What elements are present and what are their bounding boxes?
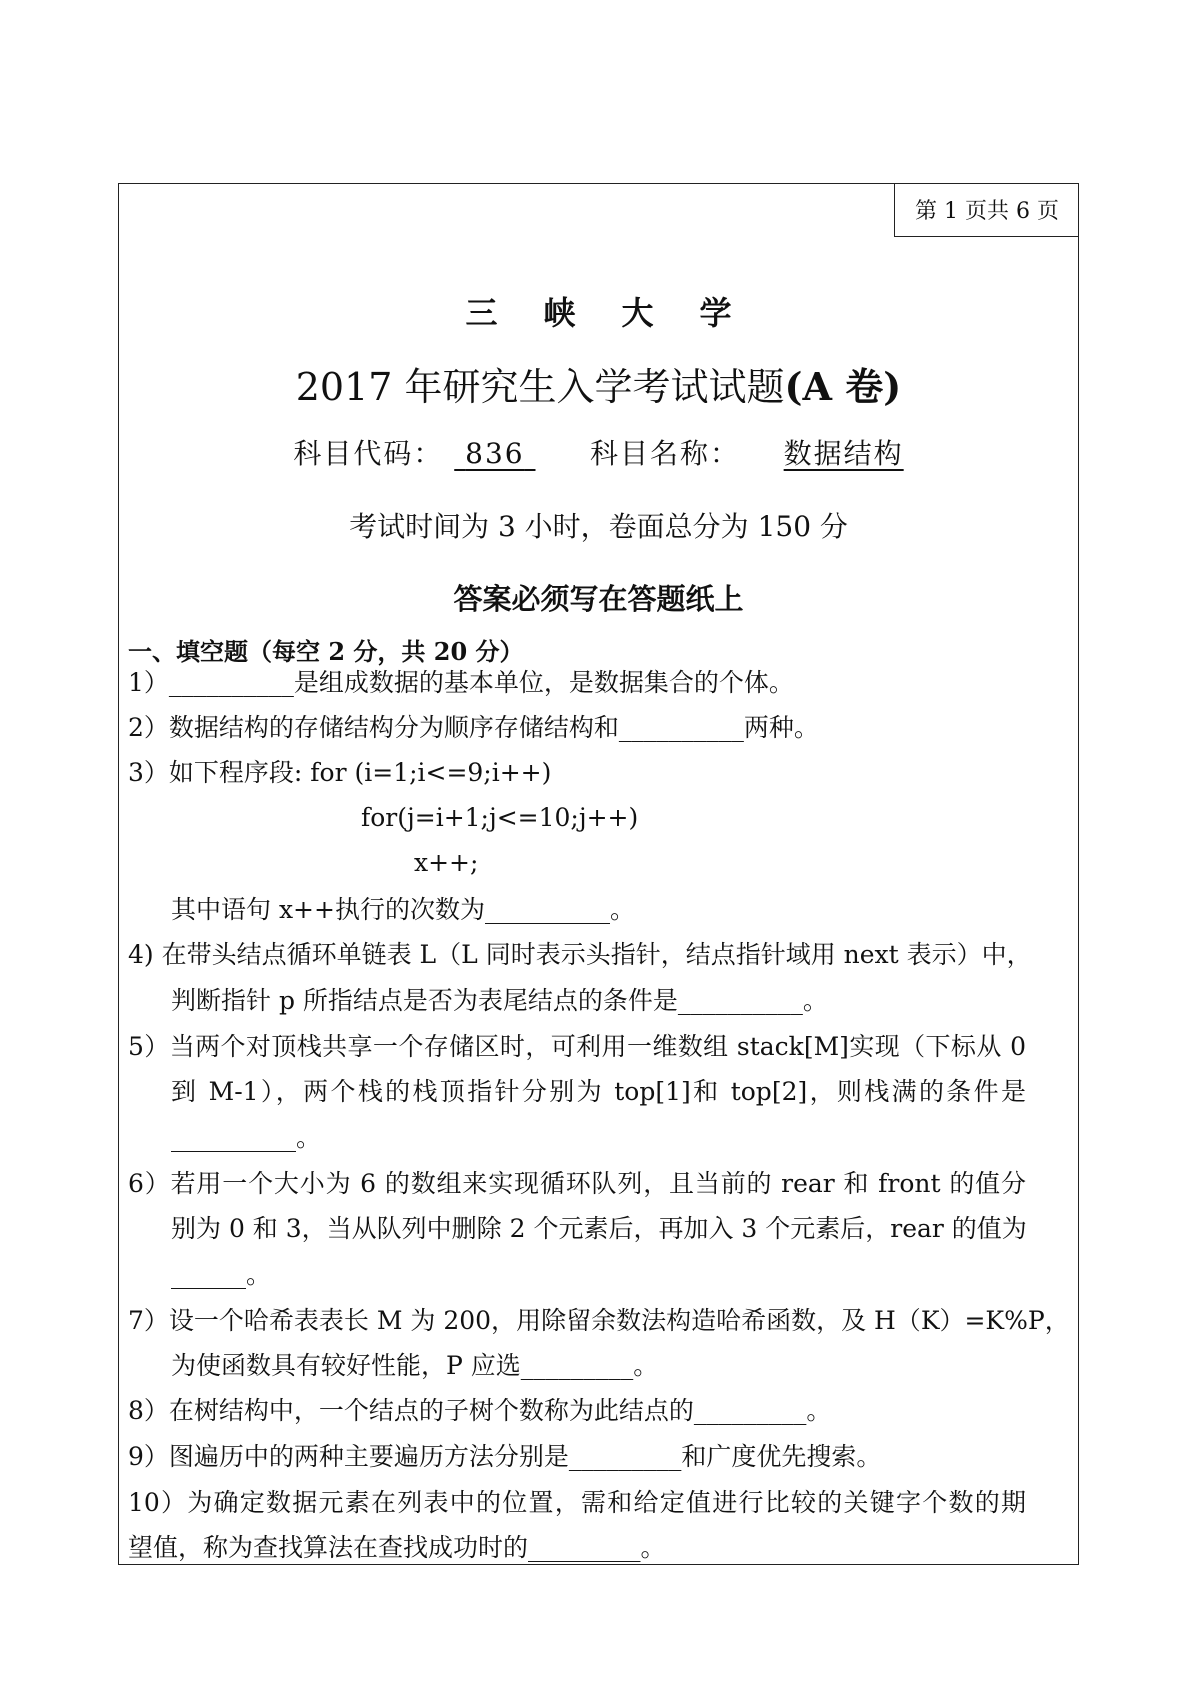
question-line: 3）如下程序段: for (i=1;i<=9;i++) bbox=[128, 758, 552, 787]
subject-line bbox=[118, 432, 1079, 472]
university-name: 三峡大学 bbox=[465, 294, 778, 332]
question-line: 9）图遍历中的两种主要遍历方法分别是_________和广度优先搜索。 bbox=[128, 1442, 882, 1471]
subject-name: 数据结构 bbox=[783, 437, 904, 470]
question-line: 望值，称为查找算法在查找成功时的_________。 bbox=[128, 1533, 666, 1562]
subject-code: 836 bbox=[465, 437, 525, 470]
question-line: 4) 在带头结点循环单链表 L（L 同时表示头指针，结点指针域用 next 表示）中， bbox=[128, 940, 1032, 969]
section-heading: 一、填空题（每空 2 分，共 20 分） bbox=[128, 637, 524, 666]
exam-paper-version: (A 卷) bbox=[784, 364, 902, 409]
question-line: __________。 bbox=[171, 1123, 322, 1152]
subject-name-label: 科目名称： bbox=[590, 437, 741, 470]
question-line: 6）若用一个大小为 6 的数组来实现循环队列，且当前的 rear 和 front 的值分 bbox=[128, 1169, 1026, 1198]
question-line: 其中语句 x++执行的次数为__________。 bbox=[171, 895, 635, 924]
question-line: 10）为确定数据元素在列表中的位置，需和给定值进行比较的关键字个数的期 bbox=[128, 1488, 1026, 1517]
question-line: 2）数据结构的存储结构分为顺序存储结构和__________两种。 bbox=[128, 713, 819, 742]
page-indicator: 第 1 页共 6 页 bbox=[894, 183, 1079, 237]
question-line: 7）设一个哈希表表长 M 为 200，用除留余数法构造哈希函数，及 H（K）=K%P， bbox=[128, 1306, 1070, 1335]
question-line: 8）在树结构中，一个结点的子树个数称为此结点的_________。 bbox=[128, 1396, 832, 1425]
question-line: 为使函数具有较好性能，P 应选_________。 bbox=[171, 1351, 659, 1380]
question-line: 别为 0 和 3，当从队列中删除 2 个元素后，再加入 3 个元素后，rear 的值为 bbox=[171, 1214, 1027, 1243]
question-line: 判断指针 p 所指结点是否为表尾结点的条件是__________。 bbox=[171, 986, 828, 1015]
code-line: for(j=i+1;j<=10;j++) bbox=[361, 803, 639, 832]
code-line: x++; bbox=[414, 848, 479, 877]
exam-title-main: 2017 年研究生入学考试试题 bbox=[295, 365, 785, 409]
answer-notice: 答案必须写在答题纸上 bbox=[453, 582, 744, 616]
exam-time-info: 考试时间为 3 小时，卷面总分为 150 分 bbox=[349, 510, 848, 543]
question-line: 到 M-1），两个栈的栈顶指针分别为 top[1]和 top[2]，则栈满的条件是 bbox=[171, 1077, 1026, 1106]
subject-code-label: 科目代码： bbox=[293, 437, 444, 470]
question-line: 5）当两个对顶栈共享一个存储区时，可利用一维数组 stack[M]实现（下标从 0 bbox=[128, 1032, 1026, 1061]
question-line: ______。 bbox=[171, 1260, 272, 1289]
question-line: 1）__________是组成数据的基本单位，是数据集合的个体。 bbox=[128, 668, 794, 697]
exam-title bbox=[118, 356, 1079, 411]
